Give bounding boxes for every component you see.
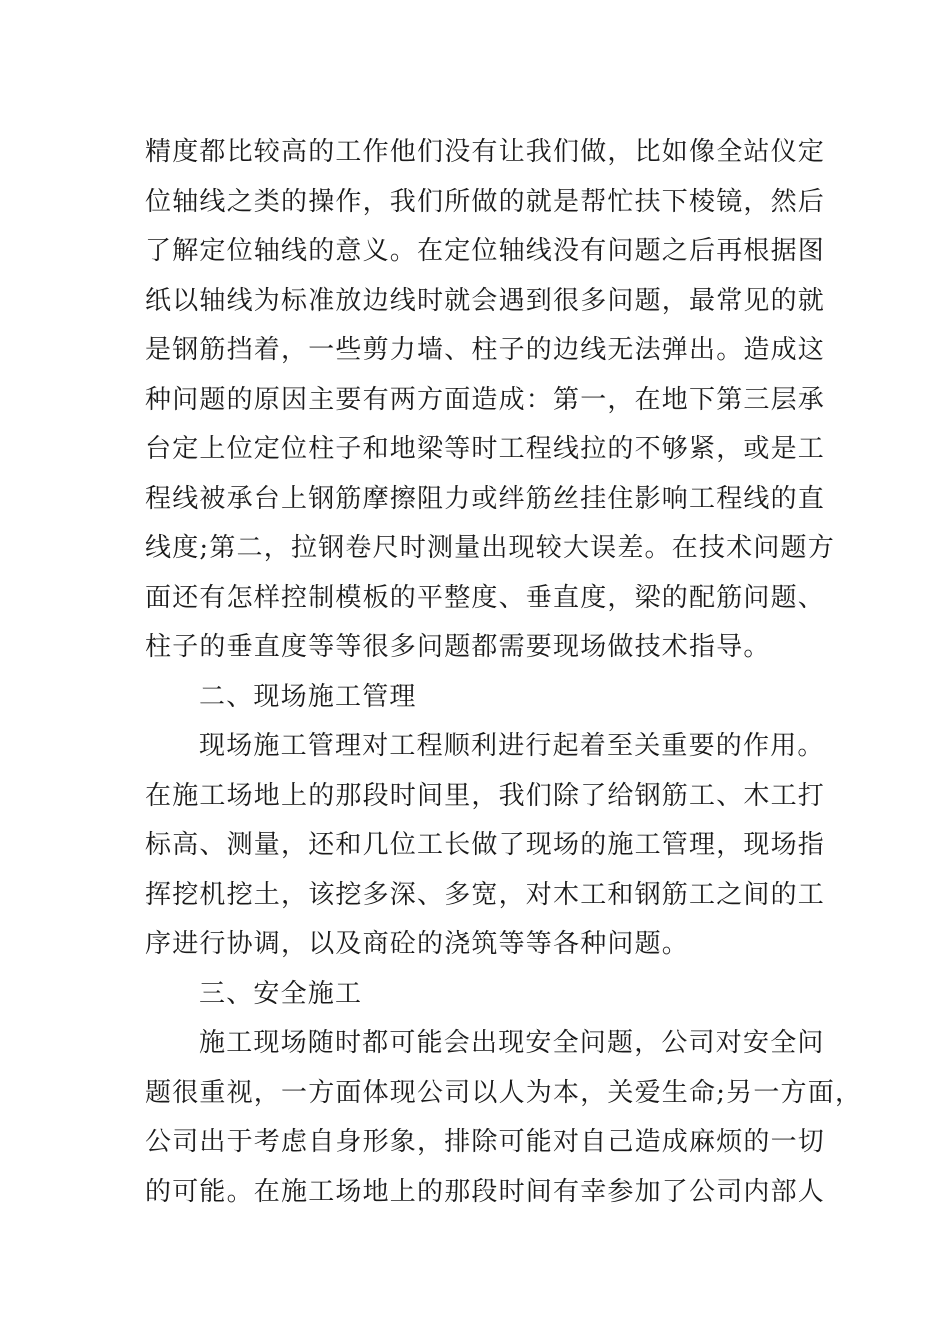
text-line: 种问题的原因主要有两方面造成：第一，在地下第三层承 <box>145 384 826 415</box>
text-line: 台定上位定位柱子和地梁等时工程线拉的不够紧，或是工 <box>145 434 826 464</box>
text-line: 纸以轴线为标准放边线时就会遇到很多问题，最常见的就 <box>145 285 826 316</box>
text-line: 是钢筋挡着，一些剪力墙、柱子的边线无法弹出。造成这 <box>145 335 826 365</box>
text-line: 面还有怎样控制模板的平整度、垂直度，梁的配筋问题、 <box>145 582 826 613</box>
text-line: 题很重视，一方面体现公司以人为本，关爱生命;另一方面， <box>145 1077 863 1108</box>
section-heading: 三、安全施工 <box>199 978 363 1009</box>
paragraph-first-line: 现场施工管理对工程顺利进行起着至关重要的作用。 <box>199 731 825 761</box>
text-line: 线度;第二，拉钢卷尺时测量出现较大误差。在技术问题方 <box>145 533 835 563</box>
text-line: 在施工场地上的那段时间里，我们除了给钢筋工、木工打 <box>145 780 826 811</box>
text-line: 的可能。在施工场地上的那段时间有幸参加了公司内部人 <box>145 1176 826 1207</box>
text-line: 公司出于考虑自身形象，排除可能对自己造成麻烦的一切 <box>145 1127 826 1157</box>
text-line: 标高、测量，还和几位工长做了现场的施工管理，现场指 <box>145 830 826 860</box>
text-line: 挥挖机挖土，该挖多深、多宽，对木工和钢筋工之间的工 <box>145 879 826 910</box>
document-body <box>145 128 863 1217</box>
section-heading: 二、现场施工管理 <box>199 681 417 712</box>
text-line: 程线被承台上钢筋摩擦阻力或绊筋丝挂住影响工程线的直 <box>145 483 826 514</box>
text-line: 位轴线之类的操作，我们所做的就是帮忙扶下棱镜，然后 <box>145 186 826 217</box>
text-line: 精度都比较高的工作他们没有让我们做，比如像全站仪定 <box>145 137 826 167</box>
paragraph-first-line: 施工现场随时都可能会出现安全问题，公司对安全问 <box>199 1028 825 1058</box>
text-line: 序进行协调，以及商砼的浇筑等等各种问题。 <box>145 929 690 959</box>
text-line: 柱子的垂直度等等很多问题都需要现场做技术指导。 <box>145 632 771 662</box>
text-line: 了解定位轴线的意义。在定位轴线没有问题之后再根据图 <box>145 236 826 266</box>
